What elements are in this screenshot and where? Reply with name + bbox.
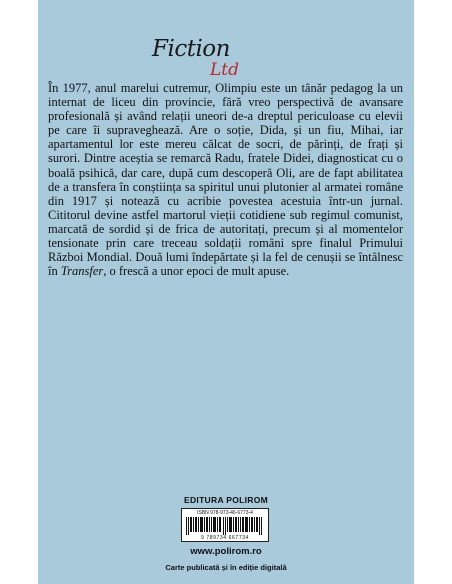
back-cover-blurb [48,81,403,278]
isbn-text: ISBN 978-973-46-6773-4 [197,510,253,516]
barcode-bars [186,517,264,535]
book-title-italic: Transfer [60,264,104,279]
blurb-paragraph [48,81,403,278]
barcode [181,508,269,542]
publisher-website: www.polirom.ro [190,546,262,557]
fiction-ltd-logo [152,28,252,84]
blurb-text-after-title: , o frescă a unor epoci de mult apuse. [103,264,290,279]
blurb-text-before-title: În 1977, anul marelui cutremur, Olimpiu este un tânăr pedagog la un internat de liceu din provincie, fără vreo perspectivă de avansare profesională și având relații uneori de-a dreptul periculoase cu elevii pe care îi supraveghează. Are o soție, Dida, și un fiu, Mihai, iar apartamentul lor este mereu călcat de socri, de părinți, de frați și surori. Dintre aceștia se remarcă Radu, fratele Didei, diagnosticat cu o boală psihică, dar care, după cum descoperă Oli, are de fapt abilitatea de a transfera în conștiința sa spiritul unui plutonier al armatei române din 1917 și notează cu acribie povestea acestuia într-un jurnal. Cititorul devine astfel martorul vieții cotidiene sub regimul comunist, marcată de sordid și de frica de autoritați, precum și al momentelor tensionate prin care treceau soldații români spre finalul Primului Război Mondial. Două lumi îndepărtate și la fel de cenușii se întâlnesc în [48,81,403,279]
logo-sub-text: Ltd [210,60,240,80]
barcode-digits: 9 789734 667734 [201,535,249,541]
logo-main-text: Fiction [152,36,230,62]
publisher-name: EDITURA POLIROM [184,495,268,505]
digital-edition-note: Carte publicată și în ediție digitală [165,563,287,572]
